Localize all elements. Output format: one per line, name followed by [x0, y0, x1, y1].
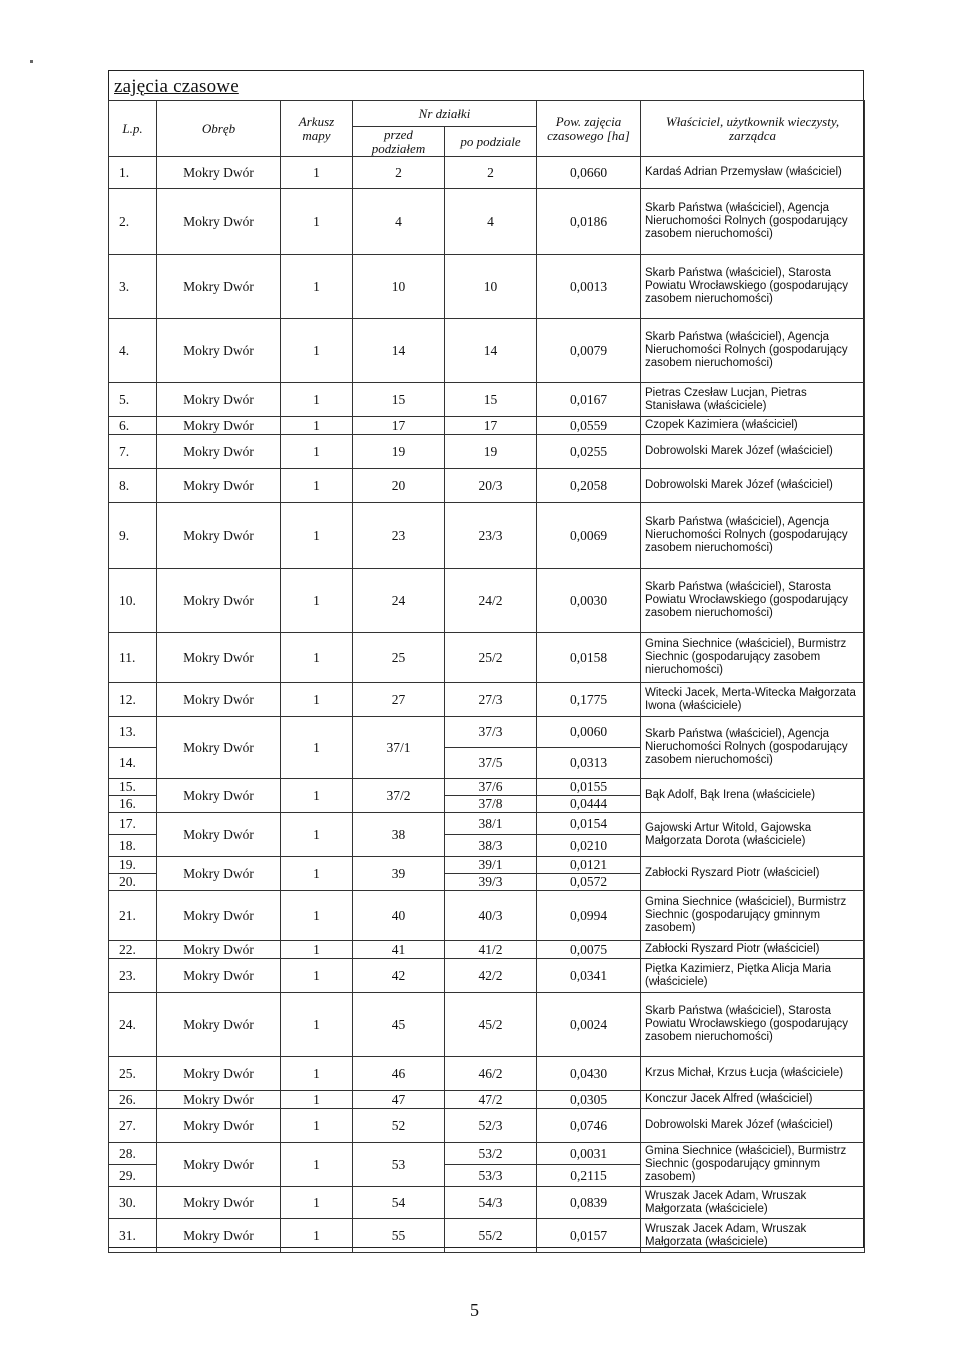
table-row: [109, 1219, 865, 1253]
cell: 1: [281, 503, 353, 569]
cell: 1: [281, 941, 353, 959]
cell: 37/1: [353, 717, 445, 779]
cell: 1: [281, 319, 353, 383]
cell: 22.: [109, 941, 157, 959]
cell: 42: [353, 959, 445, 993]
cell: Mokry Dwór: [157, 717, 281, 779]
cell: 15: [353, 383, 445, 417]
table-row: [109, 633, 865, 683]
cell: 23.: [109, 959, 157, 993]
cell: 8.: [109, 469, 157, 503]
cell: 0,0313: [537, 748, 641, 779]
cell: 28.: [109, 1143, 157, 1165]
cell: Wruszak Jacek Adam, Wruszak Małgorzata (właściciele): [641, 1219, 865, 1253]
cell: Pietras Czesław Lucjan, Pietras Stanisława (właściciele): [641, 383, 865, 417]
table-body: [109, 157, 865, 1253]
table-row: [109, 569, 865, 633]
cell: Mokry Dwór: [157, 417, 281, 435]
cell: 23/3: [445, 503, 537, 569]
cell: 41: [353, 941, 445, 959]
table-row: [109, 319, 865, 383]
cell: Piętka Kazimierz, Piętka Alicja Maria (właściciele): [641, 959, 865, 993]
cell: 1: [281, 813, 353, 857]
cell: 0,0155: [537, 779, 641, 796]
cell: 1: [281, 891, 353, 941]
cell: 37/2: [353, 779, 445, 813]
cell: 55: [353, 1219, 445, 1253]
cell: 53/3: [445, 1165, 537, 1187]
cell: 6.: [109, 417, 157, 435]
cell: Skarb Państwa (właściciel), Agencja Nieruchomości Rolnych (gospodarujący zasobem nieruchomości): [641, 319, 865, 383]
cell: Krzus Michał, Krzus Łucja (właściciele): [641, 1057, 865, 1091]
cell: 42/2: [445, 959, 537, 993]
cell: Mokry Dwór: [157, 189, 281, 255]
table-row: [109, 1187, 865, 1219]
cell: 37/3: [445, 717, 537, 748]
cell: Kardaś Adrian Przemysław (właściciel): [641, 157, 865, 189]
table-row: [109, 383, 865, 417]
cell: Mokry Dwór: [157, 1109, 281, 1143]
cell: 5.: [109, 383, 157, 417]
cell: Mokry Dwór: [157, 959, 281, 993]
cell: 39: [353, 857, 445, 891]
cell: 0,0186: [537, 189, 641, 255]
cell: Mokry Dwór: [157, 633, 281, 683]
cell: 40: [353, 891, 445, 941]
cell: 15.: [109, 779, 157, 796]
cell: Mokry Dwór: [157, 435, 281, 469]
cell: 15: [445, 383, 537, 417]
cell: Mokry Dwór: [157, 813, 281, 857]
cell: 20/3: [445, 469, 537, 503]
cell: 14: [353, 319, 445, 383]
cell: Wruszak Jacek Adam, Wruszak Małgorzata (właściciele): [641, 1187, 865, 1219]
cell: 1: [281, 189, 353, 255]
cell: 1: [281, 1109, 353, 1143]
table-row: [109, 469, 865, 503]
cell: 25.: [109, 1057, 157, 1091]
cell: Gmina Siechnice (właściciel), Burmistrz Siechnic (gospodarujący zasobem nieruchomości): [641, 633, 865, 683]
cell: 24.: [109, 993, 157, 1057]
cell: 16.: [109, 796, 157, 813]
cell: 10.: [109, 569, 157, 633]
cell: 0,0255: [537, 435, 641, 469]
cell: 0,0158: [537, 633, 641, 683]
table-row: [109, 157, 865, 189]
cell: 0,0660: [537, 157, 641, 189]
table-row: [109, 1109, 865, 1143]
cell: 19: [353, 435, 445, 469]
cell: 0,0430: [537, 1057, 641, 1091]
cell: 4.: [109, 319, 157, 383]
cell: Zabłocki Ryszard Piotr (właściciel): [641, 941, 865, 959]
cell: 2.: [109, 189, 157, 255]
table-row: [109, 993, 865, 1057]
table-row: [109, 435, 865, 469]
cell: 1: [281, 1219, 353, 1253]
header-pow: Pow. zajęcia czasowego [ha]: [537, 101, 641, 157]
cell: 25: [353, 633, 445, 683]
cell: 0,2058: [537, 469, 641, 503]
cell: 0,0559: [537, 417, 641, 435]
cell: 0,0121: [537, 857, 641, 874]
header-arkusz: Arkusz mapy: [281, 101, 353, 157]
cell: Mokry Dwór: [157, 383, 281, 417]
cell: 3.: [109, 255, 157, 319]
cell: 53/2: [445, 1143, 537, 1165]
cell: 19.: [109, 857, 157, 874]
table-row: [109, 813, 865, 835]
cell: Mokry Dwór: [157, 779, 281, 813]
cell: Mokry Dwór: [157, 1057, 281, 1091]
cell: 0,0157: [537, 1219, 641, 1253]
cell: Mokry Dwór: [157, 255, 281, 319]
cell: 27/3: [445, 683, 537, 717]
cell: 1: [281, 1143, 353, 1187]
header-wlasciciel: Właściciel, użytkownik wieczysty, zarządca: [641, 101, 865, 157]
cell: 0,0572: [537, 874, 641, 891]
cell: 0,0075: [537, 941, 641, 959]
cell: 0,0013: [537, 255, 641, 319]
cell: 1: [281, 1187, 353, 1219]
cell: Mokry Dwór: [157, 569, 281, 633]
cell: Mokry Dwór: [157, 319, 281, 383]
table-row: [109, 683, 865, 717]
header-obreb: Obręb: [157, 101, 281, 157]
table-row: [109, 189, 865, 255]
cell: Skarb Państwa (właściciel), Agencja Nieruchomości Rolnych (gospodarujący zasobem nieruchomości): [641, 503, 865, 569]
cell: 25/2: [445, 633, 537, 683]
cell: 39/3: [445, 874, 537, 891]
cell: 11.: [109, 633, 157, 683]
cell: Czopek Kazimiera (właściciel): [641, 417, 865, 435]
cell: 4: [353, 189, 445, 255]
cell: Bąk Adolf, Bąk Irena (właściciele): [641, 779, 865, 813]
cell: 39/1: [445, 857, 537, 874]
section-title: zajęcia czasowe: [114, 76, 239, 97]
cell: 0,0079: [537, 319, 641, 383]
cell: 18.: [109, 835, 157, 857]
cell: 1: [281, 717, 353, 779]
table-row: [109, 959, 865, 993]
cell: 0,0341: [537, 959, 641, 993]
cell: 20: [353, 469, 445, 503]
cell: Gajowski Artur Witold, Gajowska Małgorzata Dorota (właściciele): [641, 813, 865, 857]
cell: 1.: [109, 157, 157, 189]
cell: 1: [281, 569, 353, 633]
cell: 0,2115: [537, 1165, 641, 1187]
cell: 0,0060: [537, 717, 641, 748]
cell: 37/5: [445, 748, 537, 779]
cell: 46/2: [445, 1057, 537, 1091]
page-number: 5: [470, 1300, 479, 1320]
cell: 1: [281, 435, 353, 469]
cell: Dobrowolski Marek Józef (właściciel): [641, 469, 865, 503]
cell: 1: [281, 959, 353, 993]
cell: 9.: [109, 503, 157, 569]
cell: 0,0994: [537, 891, 641, 941]
table-row: [109, 857, 865, 874]
cell: 2: [445, 157, 537, 189]
cell: 38: [353, 813, 445, 857]
table-row: [109, 779, 865, 796]
cell: 10: [445, 255, 537, 319]
cell: 13.: [109, 717, 157, 748]
cell: 0,0444: [537, 796, 641, 813]
cell: 4: [445, 189, 537, 255]
cell: 0,0746: [537, 1109, 641, 1143]
cell: Skarb Państwa (właściciel), Starosta Powiatu Wrocławskiego (gospodarujący zasobem nieruchomości): [641, 993, 865, 1057]
cell: 52/3: [445, 1109, 537, 1143]
cell: Mokry Dwór: [157, 1143, 281, 1187]
cell: 31.: [109, 1219, 157, 1253]
cell: Mokry Dwór: [157, 1187, 281, 1219]
cell: 30.: [109, 1187, 157, 1219]
cell: Mokry Dwór: [157, 993, 281, 1057]
cell: 17.: [109, 813, 157, 835]
cell: Mokry Dwór: [157, 469, 281, 503]
table-row: [109, 891, 865, 941]
cell: 54/3: [445, 1187, 537, 1219]
table-row: [109, 255, 865, 319]
cell: Mokry Dwór: [157, 683, 281, 717]
cell: 14: [445, 319, 537, 383]
cell: 19: [445, 435, 537, 469]
cell: 54: [353, 1187, 445, 1219]
cell: Mokry Dwór: [157, 157, 281, 189]
table-row: [109, 1091, 865, 1109]
cell: Mokry Dwór: [157, 1219, 281, 1253]
cell: 47: [353, 1091, 445, 1109]
cell: Konczur Jacek Alfred (właściciel): [641, 1091, 865, 1109]
header-przed: przed podziałem: [353, 127, 445, 157]
cell: 26.: [109, 1091, 157, 1109]
cell: Dobrowolski Marek Józef (właściciel): [641, 435, 865, 469]
cell: 1: [281, 1057, 353, 1091]
cell: 45: [353, 993, 445, 1057]
cell: Gmina Siechnice (właściciel), Burmistrz Siechnic (gospodarujący gminnym zasobem): [641, 891, 865, 941]
cell: Mokry Dwór: [157, 1091, 281, 1109]
cell: 0,0839: [537, 1187, 641, 1219]
cell: 0,0030: [537, 569, 641, 633]
cell: Witecki Jacek, Merta-Witecka Małgorzata Iwona (właściciele): [641, 683, 865, 717]
cell: 38/3: [445, 835, 537, 857]
cell: 17: [353, 417, 445, 435]
cell: 0,0154: [537, 813, 641, 835]
cell: 12.: [109, 683, 157, 717]
cell: 1: [281, 779, 353, 813]
cell: 1: [281, 633, 353, 683]
cell: 27.: [109, 1109, 157, 1143]
cell: 55/2: [445, 1219, 537, 1253]
cell: 29.: [109, 1165, 157, 1187]
header-nr-dzialki: Nr działki: [353, 101, 537, 127]
cell: 1: [281, 857, 353, 891]
cell: 1: [281, 383, 353, 417]
header-lp: L.p.: [109, 101, 157, 157]
cell: 0,0305: [537, 1091, 641, 1109]
cell: 0,0069: [537, 503, 641, 569]
cell: Zabłocki Ryszard Piotr (właściciel): [641, 857, 865, 891]
cell: 37/8: [445, 796, 537, 813]
cell: 24: [353, 569, 445, 633]
cell: 27: [353, 683, 445, 717]
cell: 0,0167: [537, 383, 641, 417]
cell: 38/1: [445, 813, 537, 835]
cell: 0,0031: [537, 1143, 641, 1165]
cell: Dobrowolski Marek Józef (właściciel): [641, 1109, 865, 1143]
table-row: [109, 717, 865, 748]
cell: 20.: [109, 874, 157, 891]
cell: 47/2: [445, 1091, 537, 1109]
cell: Mokry Dwór: [157, 503, 281, 569]
cell: 21.: [109, 891, 157, 941]
cell: 24/2: [445, 569, 537, 633]
scan-speck: [30, 60, 33, 63]
cell: Mokry Dwór: [157, 941, 281, 959]
cell: Skarb Państwa (właściciel), Agencja Nieruchomości Rolnych (gospodarujący zasobem nieruchomości): [641, 189, 865, 255]
cell: 14.: [109, 748, 157, 779]
table-row: [109, 417, 865, 435]
cell: 1: [281, 683, 353, 717]
cell: 0,0024: [537, 993, 641, 1057]
cell: 23: [353, 503, 445, 569]
cell: Skarb Państwa (właściciel), Starosta Powiatu Wrocławskiego (gospodarujący zasobem nieruchomości): [641, 255, 865, 319]
cell: 52: [353, 1109, 445, 1143]
table-row: [109, 1057, 865, 1091]
cell: 37/6: [445, 779, 537, 796]
cell: 7.: [109, 435, 157, 469]
cell: 41/2: [445, 941, 537, 959]
cell: 17: [445, 417, 537, 435]
cell: Mokry Dwór: [157, 891, 281, 941]
parcel-table: [108, 100, 865, 1253]
table-row: [109, 503, 865, 569]
cell: 53: [353, 1143, 445, 1187]
cell: 1: [281, 255, 353, 319]
cell: 46: [353, 1057, 445, 1091]
cell: 0,1775: [537, 683, 641, 717]
cell: Mokry Dwór: [157, 857, 281, 891]
cell: 45/2: [445, 993, 537, 1057]
cell: 0,0210: [537, 835, 641, 857]
table-row: [109, 941, 865, 959]
cell: Gmina Siechnice (właściciel), Burmistrz Siechnic (gospodarujący gminnym zasobem): [641, 1143, 865, 1187]
cell: 10: [353, 255, 445, 319]
cell: 1: [281, 469, 353, 503]
cell: Skarb Państwa (właściciel), Starosta Powiatu Wrocławskiego (gospodarujący zasobem nieruchomości): [641, 569, 865, 633]
cell: 1: [281, 417, 353, 435]
cell: 1: [281, 157, 353, 189]
table-row: [109, 1143, 865, 1165]
cell: 1: [281, 993, 353, 1057]
cell: Skarb Państwa (właściciel), Agencja Nieruchomości Rolnych (gospodarujący zasobem nieruchomości): [641, 717, 865, 779]
cell: 40/3: [445, 891, 537, 941]
header-po: po podziale: [445, 127, 537, 157]
cell: 1: [281, 1091, 353, 1109]
cell: 2: [353, 157, 445, 189]
